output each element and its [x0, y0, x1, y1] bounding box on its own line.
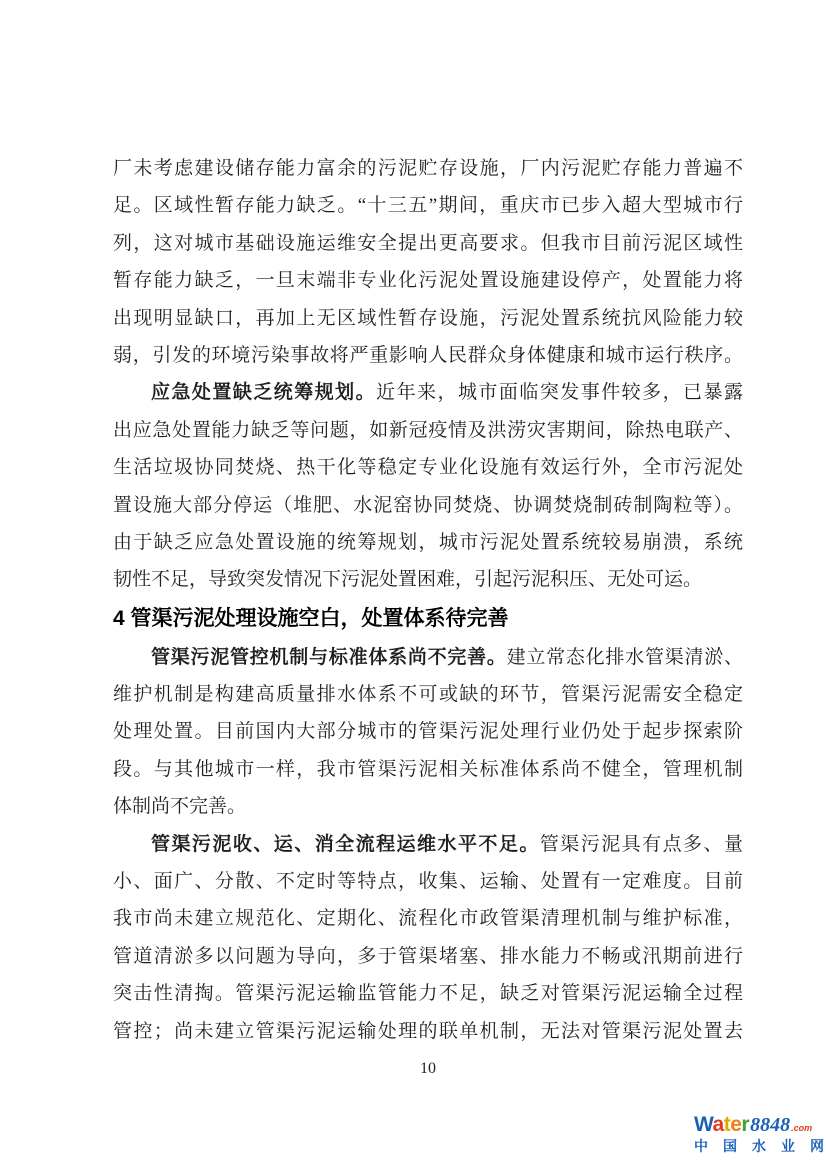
paragraph-lead: 管渠污泥收、运、消全流程运维水平不足。 [151, 833, 540, 855]
text-line: 管控；尚未建立管渠污泥运输处理的联单机制，无法对管渠污泥处置去 [113, 1020, 743, 1042]
section-heading: 4 管渠污泥处理设施空白，处置体系待完善 [113, 606, 509, 630]
text-line: 出应急处置能力缺乏等问题，如新冠疫情及洪涝灾害期间，除热电联产、 [113, 419, 743, 441]
paragraph [113, 150, 743, 374]
logo-brand-water [694, 1114, 749, 1135]
text-line: 暂存能力缺乏，一旦末端非专业化污泥处置设施建设停产，处置能力将 [113, 270, 743, 292]
text-line: 小、面广、分散、不定时等特点，收集、运输、处置有一定难度。目前 [113, 871, 743, 893]
paragraph-lead: 应急处置缺乏统筹规划。 [151, 382, 377, 404]
logo-subtitle-char: 国 [723, 1138, 737, 1154]
text-line: 管渠污泥管控机制与标准体系尚不完善。建立常态化排水管渠清淤、 [151, 646, 743, 668]
text-line: 维护机制是构建高质量排水体系不可或缺的环节，管渠污泥需安全稳定 [113, 684, 743, 706]
paragraph [113, 826, 743, 1050]
text-line: 段。与其他城市一样，我市管渠污泥相关标准体系尚不健全，管理机制 [113, 758, 743, 780]
text-line: 管道清淤多以问题为导向，多于管渠堵塞、排水能力不畅或汛期前进行 [113, 945, 743, 967]
text-line: 由于缺乏应急处置设施的统筹规划，城市污泥处置系统较易崩溃，系统 [113, 531, 743, 553]
text-line: 厂未考虑建设储存能力富余的污泥贮存设施，厂内污泥贮存能力普遍不 [113, 158, 743, 179]
text-line: 我市尚未建立规范化、定期化、流程化市政管渠清理机制与维护标准， [113, 908, 743, 930]
text-line: 生活垃圾协同焚烧、热干化等稳定专业化设施有效运行外，全市污泥处 [113, 457, 743, 479]
logo-subtitle [694, 1139, 824, 1153]
logo-wordmark [694, 1114, 824, 1135]
page-number: 10 [420, 1060, 436, 1077]
logo-letter: a [712, 1113, 724, 1136]
logo-subtitle-char: 业 [781, 1138, 795, 1154]
logo-subtitle-char: 中 [694, 1138, 708, 1154]
logo-subtitle-char: 水 [752, 1138, 766, 1154]
logo-letter: e [730, 1113, 742, 1136]
logo-letter: r [741, 1113, 750, 1136]
paragraph [113, 374, 743, 598]
document-body [113, 150, 743, 1050]
text-line: 处理处置。目前国内大部分城市的管渠污泥处理行业仍处于起步探索阶 [113, 721, 743, 743]
water8848-logo [694, 1114, 824, 1153]
logo-brand-number: 8848 [750, 1114, 791, 1136]
text-line: 突击性清掏。管渠污泥运输监管能力不足，缺乏对管渠污泥运输全过程 [113, 983, 743, 1005]
paragraph [113, 639, 743, 826]
text-line: 出现明显缺口，再加上无区域性暂存设施，污泥处置系统抗风险能力较 [113, 307, 743, 329]
text-line: 列，这对城市基础设施运维安全提出更高要求。但我市目前污泥区域性 [113, 232, 743, 254]
logo-brand-tld: .com [791, 1123, 813, 1133]
text-line: 体制尚不完善。 [113, 796, 247, 818]
logo-letter: W [694, 1113, 713, 1136]
text-line: 弱，引发的环境污染事故将严重影响人民群众身体健康和城市运行秩序。 [113, 344, 743, 366]
logo-subtitle-char: 网 [810, 1138, 824, 1154]
text-line: 韧性不足，导致突发情况下污泥处置困难，引起污泥积压、无处可运。 [113, 569, 703, 591]
text-line: 足。区域性暂存能力缺乏。“十三五”期间，重庆市已步入超大型城市行 [113, 195, 743, 217]
text-line: 应急处置缺乏统筹规划。近年来，城市面临突发事件较多，已暴露 [151, 382, 743, 404]
text-line: 置设施大部分停运（堆肥、水泥窑协同焚烧、协调焚烧制砖制陶粒等）。 [113, 494, 743, 516]
logo-letter: t [723, 1113, 731, 1136]
text-line: 管渠污泥收、运、消全流程运维水平不足。管渠污泥具有点多、量 [151, 833, 743, 855]
paragraph-lead: 管渠污泥管控机制与标准体系尚不完善。 [151, 646, 507, 668]
